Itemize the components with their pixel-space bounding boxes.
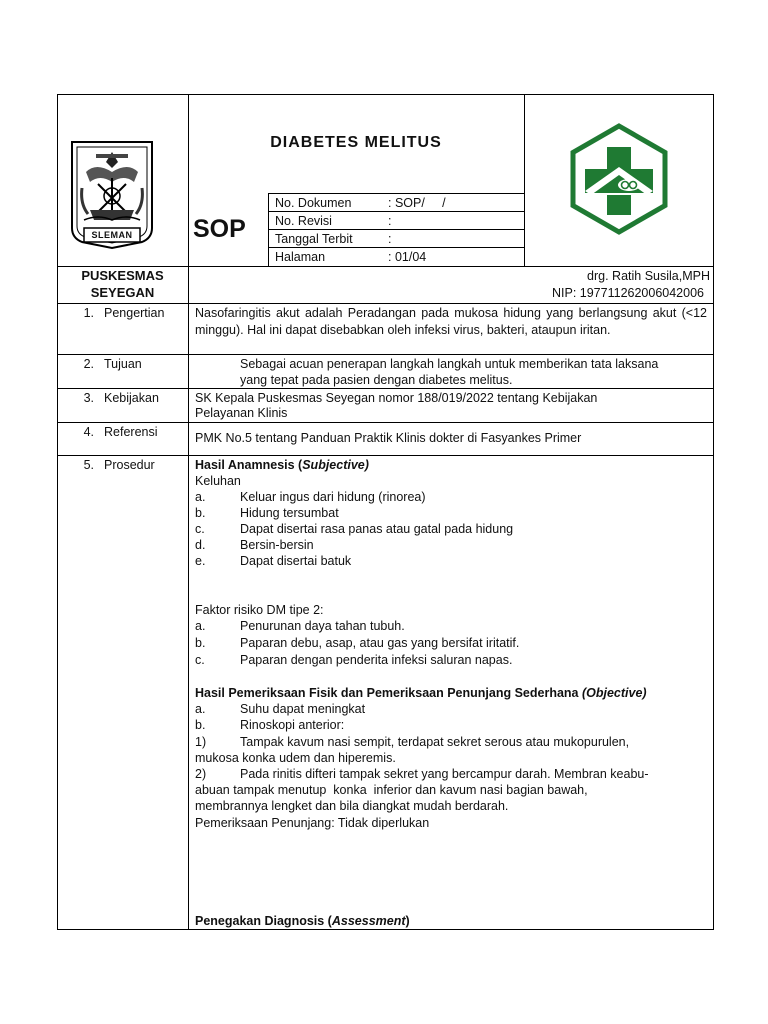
fisik-heading-italic: (Objective) [581, 686, 647, 700]
diagnosis-heading [195, 913, 410, 930]
fisik-heading-text: Hasil Pemeriksaan Fisik dan Pemeriksaan Penunjang Sederhana [195, 686, 582, 700]
field-label-no-revisi: No. Revisi [275, 214, 332, 228]
signer-name: drg. Ratih Susila,MPH [587, 269, 710, 283]
sop-label: SOP [193, 215, 246, 243]
table-border-left [57, 94, 58, 930]
field-value-halaman: : 01/04 [388, 250, 427, 264]
field-label-no-dokumen: No. Dokumen [275, 196, 352, 210]
diagnosis-heading-italic: Assessment [331, 914, 406, 928]
list-marker: c. [195, 653, 205, 667]
list-marker: b. [195, 718, 206, 732]
list-text: Dapat disertai rasa panas atau gatal pada hidung [240, 522, 514, 536]
section-number: 5. [83, 458, 94, 472]
rinoskopi-item-2-cont2: membrannya lengket dan bila diangkat mudah berdarah. [195, 799, 509, 813]
list-marker: b. [195, 506, 206, 520]
org-name-line1: PUSKESMAS [81, 268, 164, 283]
fisik-heading [195, 685, 647, 702]
list-marker: 1) [195, 735, 207, 749]
list-marker: d. [195, 538, 206, 552]
list-text: Tampak kavum nasi sempit, terdapat sekret serous atau mukopurulen, [240, 735, 630, 749]
row-divider-3 [57, 422, 714, 423]
list-text: Penurunan daya tahan tubuh. [240, 619, 405, 633]
field-label-halaman: Halaman [275, 250, 326, 264]
list-text: Dapat disertai batuk [240, 554, 352, 568]
list-marker: a. [195, 490, 206, 504]
section-title: Prosedur [104, 458, 155, 472]
kebijakan-line1: SK Kepala Puskesmas Seyegan nomor 188/019/2022 tentang Kebijakan [195, 391, 598, 405]
seal-text: SLEMAN [91, 230, 133, 240]
header-row-divider [57, 266, 714, 267]
penunjang-text: Pemeriksaan Penunjang: Tidak diperlukan [195, 816, 430, 830]
org-row-divider [57, 303, 714, 304]
field-value-no-revisi: : [388, 214, 392, 228]
keluhan-label: Keluhan [195, 474, 241, 488]
pengertian-text: Nasofaringitis akut adalah Peradangan pada mukosa hidung yang berlangsung akut (<12 minggu). Hal ini dapat disebabkan oleh infeksi virus, bakteri, ataupun iritan. [195, 306, 707, 337]
sop-divider [268, 193, 269, 267]
row-divider-1 [57, 354, 714, 355]
section-title: Kebijakan [104, 391, 159, 405]
list-text: Hidung tersumbat [240, 506, 339, 520]
list-marker: 2) [195, 767, 207, 781]
anamnesis-heading-text: Hasil Anamnesis ( [195, 458, 303, 472]
section-title: Referensi [104, 425, 158, 439]
row-divider-4 [57, 455, 714, 456]
section-title: Pengertian [104, 306, 165, 320]
title-divider [268, 193, 524, 194]
faktor-risiko-label: Faktor risiko DM tipe 2: [195, 603, 324, 617]
sleman-seal-logo [68, 138, 156, 250]
referensi-text: PMK No.5 tentang Panduan Praktik Klinis dokter di Fasyankes Primer [195, 431, 582, 445]
table-border-right [713, 94, 714, 930]
tujuan-line1: Sebagai acuan penerapan langkah langkah untuk memberikan tata laksana [240, 357, 659, 371]
diagnosis-heading-close: ) [405, 914, 410, 928]
list-marker: c. [195, 522, 205, 536]
anamnesis-heading [195, 457, 369, 474]
diagnosis-heading-text: Penegakan Diagnosis ( [195, 914, 332, 928]
list-text: Rinoskopi anterior: [240, 718, 345, 732]
list-text: Suhu dapat meningkat [240, 702, 366, 716]
list-text: Paparan debu, asap, atau gas yang bersifat iritatif. [240, 636, 520, 650]
list-text: Keluar ingus dari hidung (rinorea) [240, 490, 426, 504]
list-marker: a. [195, 619, 206, 633]
column-divider [188, 94, 189, 930]
field-label-tanggal-terbit: Tanggal Terbit [275, 232, 353, 246]
kebijakan-line2: Pelayanan Klinis [195, 406, 288, 420]
table-border-top [57, 94, 714, 95]
list-text: Bersin-bersin [240, 538, 314, 552]
rinoskopi-item-2-cont: abuan tampak menutup konka inferior dan kavum nasi bagian bawah, [195, 783, 588, 797]
section-title: Tujuan [104, 357, 142, 371]
signer-nip: NIP: 197711262006042006 [552, 286, 704, 300]
document-title: DIABETES MELITUS [270, 134, 442, 151]
field-value-tanggal-terbit: : [388, 232, 392, 246]
rinoskopi-item-1-cont: mukosa konka udem dan hiperemis. [195, 751, 396, 765]
puskesmas-logo [563, 123, 675, 235]
list-marker: a. [195, 702, 206, 716]
list-marker: b. [195, 636, 206, 650]
section-number: 1. [83, 306, 94, 320]
tujuan-line2: yang tepat pada pasien dengan diabetes melitus. [240, 373, 513, 387]
list-marker: e. [195, 554, 206, 568]
anamnesis-heading-italic: Subjective) [302, 458, 369, 472]
org-name-line2: SEYEGAN [90, 285, 155, 300]
section-number: 3. [83, 391, 94, 405]
list-text: Pada rinitis difteri tampak sekret yang bercampur darah. Membran keabu- [240, 767, 649, 781]
section-number: 4. [83, 425, 94, 439]
list-text: Paparan dengan penderita infeksi saluran napas. [240, 653, 513, 667]
logo-column-divider [524, 94, 525, 266]
field-value-no-dokumen: : SOP/ / [388, 196, 446, 210]
section-number: 2. [83, 357, 94, 371]
